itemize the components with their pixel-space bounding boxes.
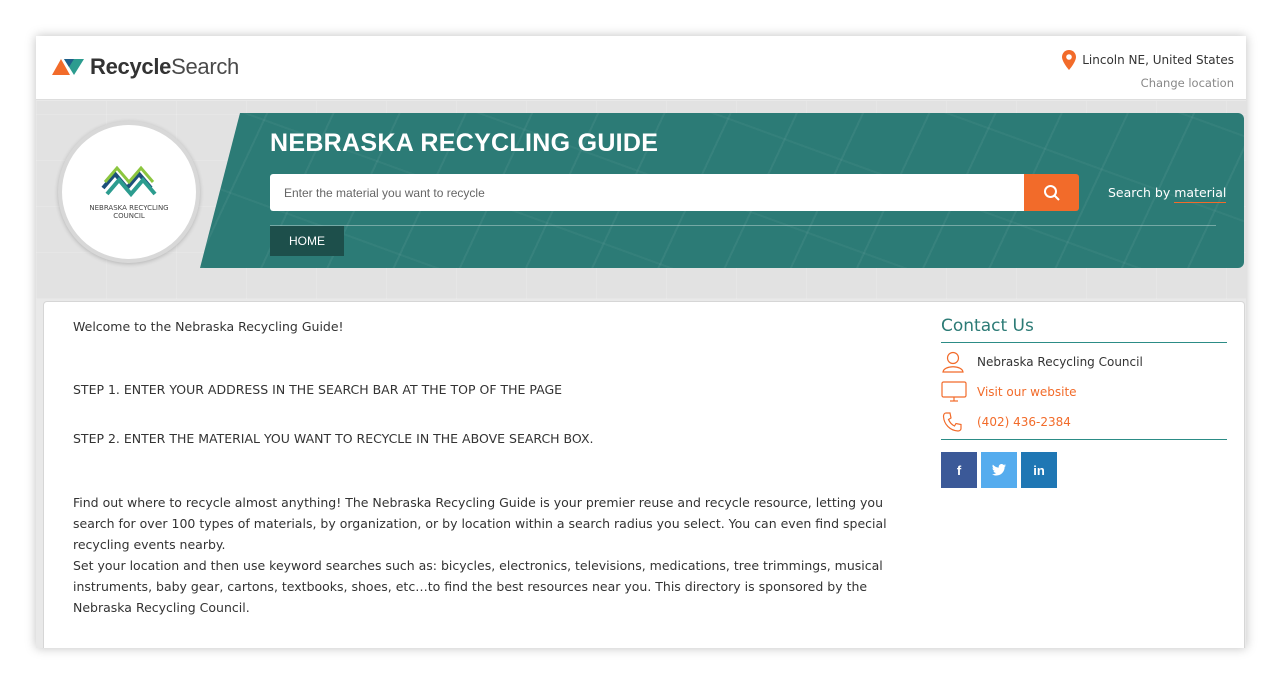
- content-card: [43, 301, 1245, 648]
- step-2-text: STEP 2. ENTER THE MATERIAL YOU WANT TO RECYCLE IN THE ABOVE SEARCH BOX.: [73, 431, 594, 446]
- brand-logo[interactable]: [52, 54, 239, 80]
- search-icon: [1043, 184, 1061, 202]
- nav-home-tab[interactable]: HOME: [270, 226, 344, 256]
- location-pin-icon: [1062, 50, 1076, 70]
- location-city: Lincoln NE, United States: [1082, 53, 1234, 67]
- council-emblem-icon: [99, 164, 159, 200]
- website-link[interactable]: Visit our website: [977, 385, 1077, 399]
- intro-paragraph: Find out where to recycle almost anything! The Nebraska Recycling Guide is your premier reuse and recycle resource, letting you search for over 100 types of materials, by organization, or by location within a search radius you select. You can even find special recycling events nearby.: [73, 495, 887, 552]
- search-by-toggle: [1108, 185, 1226, 200]
- social-links: [941, 452, 1227, 488]
- location-city-row: [1062, 50, 1234, 70]
- welcome-text: Welcome to the Nebraska Recycling Guide!: [73, 319, 344, 334]
- monitor-icon: [941, 381, 967, 403]
- person-icon: [941, 351, 967, 373]
- search-button[interactable]: [1024, 174, 1079, 211]
- brand-name: [90, 54, 239, 80]
- contact-sidebar: [941, 316, 1227, 488]
- contact-website-row: [941, 381, 1227, 403]
- main-content: [73, 316, 893, 618]
- location-widget: [1062, 50, 1234, 90]
- phone-link[interactable]: (402) 436-2384: [977, 415, 1071, 429]
- search-by-material-link[interactable]: material: [1174, 185, 1226, 203]
- org-logo[interactable]: [58, 121, 200, 263]
- hero-banner: [36, 101, 1246, 299]
- twitter-bird-icon: [992, 464, 1006, 476]
- facebook-button[interactable]: [941, 452, 977, 488]
- contact-title: Contact Us: [941, 316, 1227, 343]
- linkedin-icon: in: [1033, 462, 1045, 478]
- step-1-text: STEP 1. ENTER YOUR ADDRESS IN THE SEARCH BAR AT THE TOP OF THE PAGE: [73, 382, 563, 397]
- page-title: NEBRASKA RECYCLING GUIDE: [270, 129, 659, 157]
- twitter-button[interactable]: [981, 452, 1017, 488]
- contact-divider: [941, 439, 1227, 440]
- page-frame: [36, 36, 1246, 648]
- top-bar: [36, 36, 1246, 100]
- logo-triangles-icon: [52, 57, 86, 77]
- brand-name-light: Search: [171, 54, 239, 79]
- contact-org-name: Nebraska Recycling Council: [977, 355, 1143, 369]
- facebook-icon: f: [956, 462, 962, 478]
- change-location-link[interactable]: Change location: [1140, 76, 1234, 90]
- contact-phone-row: [941, 411, 1227, 433]
- phone-icon: [941, 411, 967, 433]
- brand-name-bold: Recycle: [90, 54, 172, 79]
- usage-paragraph: Set your location and then use keyword searches such as: bicycles, electronics, televisions, medications, tree trimmings, musical instruments, baby gear, cartons, textbooks, shoes, etc…to find the best resources near you. This directory is sponsored by the Nebraska Recycling Council.: [73, 558, 883, 615]
- contact-org-row: [941, 351, 1227, 373]
- hero-divider: [270, 225, 1216, 226]
- search-by-prefix: Search by: [1108, 185, 1175, 200]
- material-search-input[interactable]: [270, 174, 1024, 211]
- linkedin-button[interactable]: [1021, 452, 1057, 488]
- org-name: NEBRASKA RECYCLING COUNCIL: [89, 204, 169, 220]
